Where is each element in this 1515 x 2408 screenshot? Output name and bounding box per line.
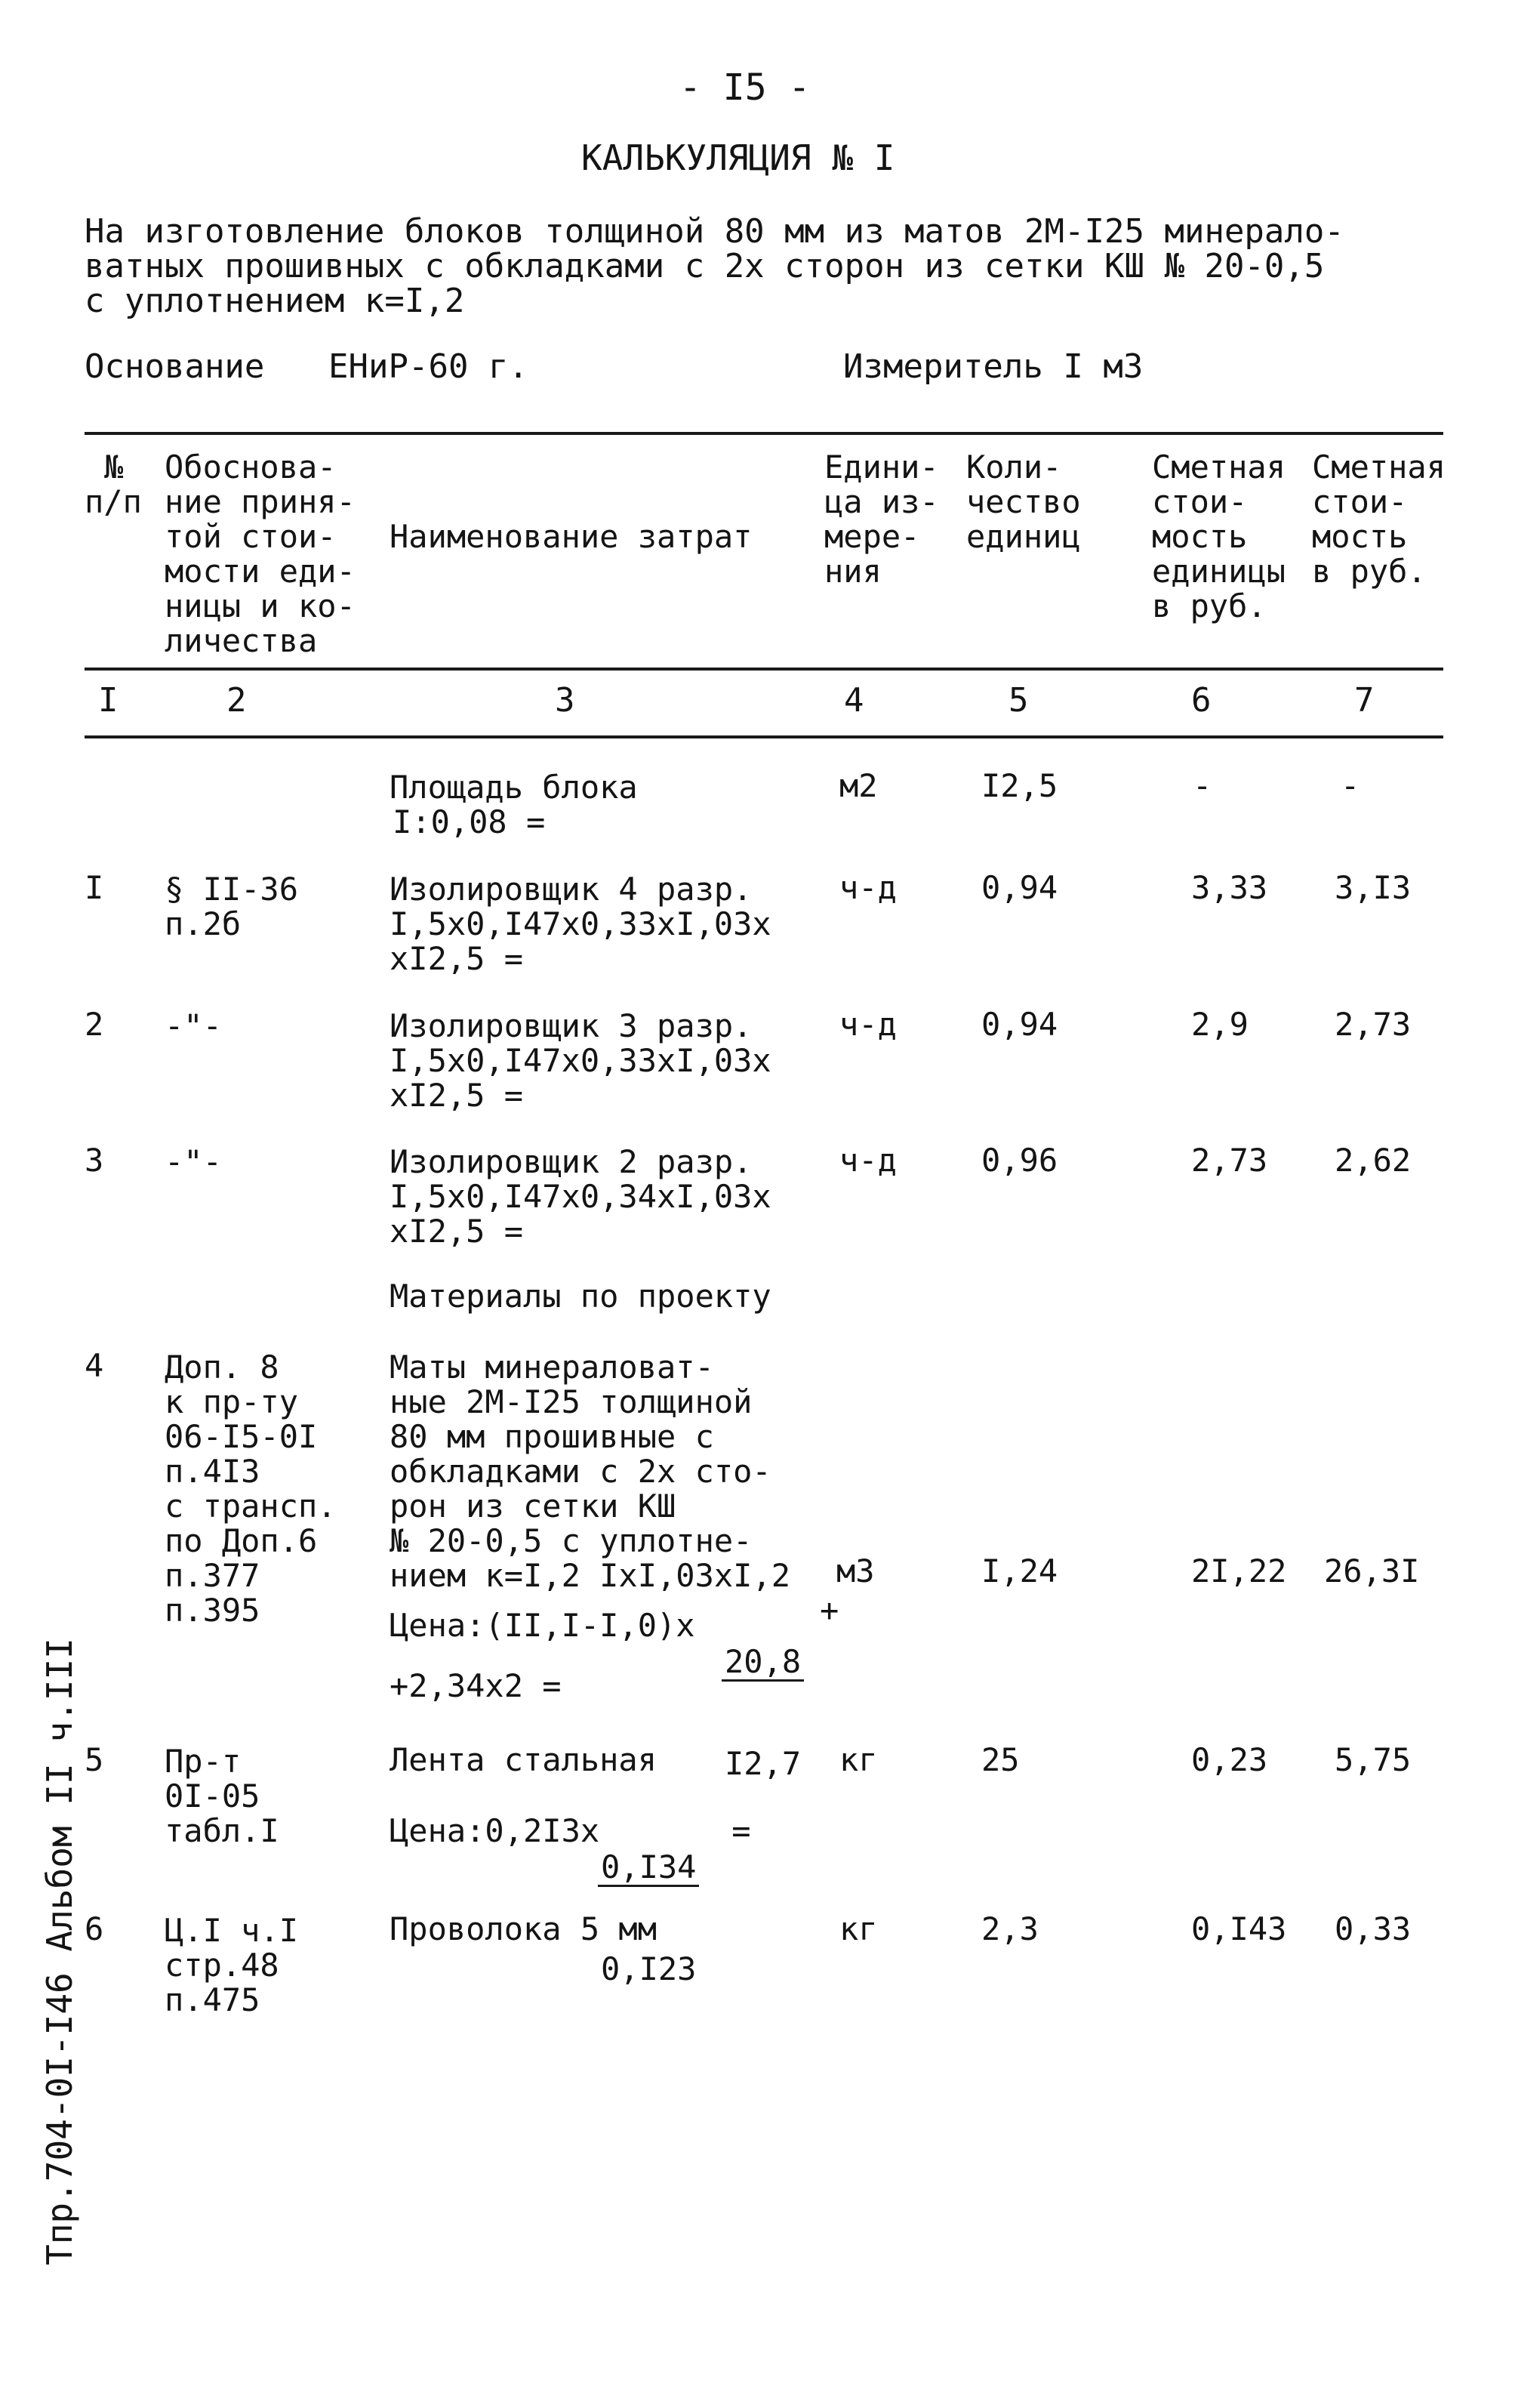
table-cell: Доп. 8 <box>165 1349 279 1386</box>
intro-line: На изготовление блоков толщиной 80 мм из матов 2М-I25 минерало- <box>85 212 1344 251</box>
header-text: ца из- <box>824 483 939 520</box>
table-cell: Изолировщик 3 разр. <box>390 1007 753 1044</box>
header-text: Сметная <box>1152 449 1286 486</box>
header-text: мости еди- <box>165 553 356 590</box>
table-cell-total: 3,I3 <box>1335 869 1412 906</box>
table-cell-cost: - <box>1193 767 1212 804</box>
table-cell: I:0,08 = <box>393 803 546 840</box>
table-cell-total: 26,3I <box>1324 1552 1420 1589</box>
column-number: 2 <box>226 681 247 720</box>
price-formula-prefix: Цена:(II,I-I,0)х <box>390 1607 695 1644</box>
row-4-name <box>390 1350 790 1593</box>
table-cell: п.475 <box>165 1981 260 2018</box>
header-col-4 <box>824 450 939 589</box>
header-col-2 <box>165 450 356 658</box>
header-text: мость <box>1312 518 1408 555</box>
row-6-basis <box>165 1913 298 2018</box>
header-text: в руб. <box>1312 553 1427 590</box>
header-text: Сметная <box>1312 449 1446 486</box>
numbers-bottom-rule <box>85 735 1443 738</box>
header-text: п/п <box>85 483 142 520</box>
table-cell-qty: 25 <box>981 1741 1020 1778</box>
table-cell: Ц.I ч.I <box>165 1912 299 1949</box>
header-col-5 <box>966 450 1081 554</box>
table-cell-unit: м3 <box>836 1552 875 1589</box>
table-top-rule <box>85 432 1443 435</box>
table-cell: по Доп.6 <box>165 1522 318 1559</box>
table-cell: п.395 <box>165 1592 260 1629</box>
table-cell: хI2,5 = <box>390 940 524 977</box>
fraction-numerator: 0,I34 <box>598 1851 699 1887</box>
table-cell: № 20-0,5 с уплотне- <box>390 1522 753 1559</box>
table-cell-total: 2,73 <box>1335 1006 1412 1043</box>
table-cell-unit: кг <box>839 1741 878 1778</box>
header-text: единиц <box>966 518 1081 555</box>
table-cell: § II-36 <box>165 871 299 908</box>
column-number: 7 <box>1354 681 1375 720</box>
header-bottom-rule <box>85 668 1443 671</box>
table-cell: к пр-ту <box>165 1383 299 1420</box>
table-cell-qty: I,24 <box>981 1552 1058 1589</box>
table-cell-num: I <box>85 869 104 906</box>
table-cell: нием к=I,2 IхI,03хI,2 <box>390 1557 791 1594</box>
basis-label: Основание <box>85 347 265 386</box>
table-cell: -"- <box>165 1007 222 1044</box>
page-number: - I5 - <box>679 66 811 109</box>
table-cell: 80 мм прошивные с <box>390 1418 714 1455</box>
table-cell: хI2,5 = <box>390 1213 524 1250</box>
table-cell-num: 5 <box>85 1741 104 1778</box>
row-2-name <box>390 1009 771 1113</box>
table-cell: Площадь блока <box>390 769 638 806</box>
row-5-basis <box>165 1744 279 1848</box>
row-2-basis <box>165 1009 222 1044</box>
section-heading: Материалы по проекту <box>390 1278 771 1315</box>
header-text: Наименование затрат <box>390 518 753 555</box>
table-cell: хI2,5 = <box>390 1077 524 1114</box>
table-cell: Пр-т <box>165 1743 242 1780</box>
table-cell: п.2б <box>165 905 242 942</box>
price-formula-line2: +2,34х2 = <box>390 1667 562 1704</box>
table-cell-total: 2,62 <box>1335 1142 1412 1179</box>
table-cell: Изолировщик 4 разр. <box>390 871 753 908</box>
table-cell: Изолировщик 2 разр. <box>390 1143 753 1180</box>
header-text: единицы <box>1152 553 1286 590</box>
table-cell-qty: 0,96 <box>981 1142 1058 1179</box>
column-number: 4 <box>844 681 864 720</box>
price-formula-prefix: Цена:0,2I3х <box>390 1812 600 1849</box>
table-cell-num: 2 <box>85 1006 104 1043</box>
table-cell-name: Проволока 5 мм <box>390 1910 657 1947</box>
basis-value: ЕНиР-60 г. <box>328 347 528 386</box>
header-text: мере- <box>824 518 920 555</box>
table-cell: I,5х0,I47х0,34хI,03х <box>390 1178 771 1215</box>
header-text: мость <box>1152 518 1248 555</box>
table-cell-cost: 2I,22 <box>1191 1552 1287 1589</box>
header-col-6 <box>1152 450 1286 624</box>
row-3-basis <box>165 1145 222 1179</box>
row-1-basis <box>165 872 298 942</box>
column-number: 6 <box>1191 681 1212 720</box>
table-cell-num: 3 <box>85 1142 104 1179</box>
row-3-name <box>390 1145 771 1249</box>
fraction-numerator: 20,8 <box>722 1646 804 1682</box>
header-text: в руб. <box>1152 587 1267 624</box>
table-cell: Маты минераловат- <box>390 1349 714 1386</box>
table-cell-total: 0,33 <box>1335 1910 1412 1947</box>
table-cell: с трансп. <box>165 1488 337 1525</box>
price-fraction <box>598 1788 699 2017</box>
header-text: чество <box>966 483 1081 520</box>
table-cell: 0I-05 <box>165 1777 260 1814</box>
table-cell: 06-I5-0I <box>165 1418 318 1455</box>
table-cell-qty: I2,5 <box>981 767 1058 804</box>
row-1-name <box>390 872 771 976</box>
table-cell-unit: ч-д <box>839 1142 897 1179</box>
table-cell-unit: ч-д <box>839 1006 897 1043</box>
price-fraction <box>722 1583 804 1811</box>
column-number: 3 <box>555 681 575 720</box>
fraction-denominator: I2,7 <box>725 1745 802 1782</box>
header-text: Коли- <box>966 449 1062 486</box>
table-cell-qty: 0,94 <box>981 869 1058 906</box>
table-cell-unit: м2 <box>839 767 878 804</box>
column-number: 5 <box>1008 681 1029 720</box>
header-text: Обоснова- <box>165 449 337 486</box>
header-text: личества <box>165 622 318 659</box>
header-text: Едини- <box>824 449 939 486</box>
table-cell: п.4I3 <box>165 1453 260 1490</box>
header-text: стои- <box>1312 483 1408 520</box>
table-cell-num: 4 <box>85 1347 104 1384</box>
table-cell-cost: 0,I43 <box>1191 1910 1287 1947</box>
table-cell-unit: кг <box>839 1910 878 1947</box>
intro-line: ватных прошивных с обкладками с 2х сторон из сетки КШ № 20-0,5 <box>85 247 1325 285</box>
row-area-name <box>390 770 638 840</box>
document-title: КАЛЬКУЛЯЦИЯ № I <box>581 137 895 178</box>
header-col-7 <box>1312 450 1446 589</box>
table-cell: -"- <box>165 1143 222 1180</box>
header-col-1 <box>85 450 142 520</box>
table-cell-total: 5,75 <box>1335 1741 1412 1778</box>
table-cell-cost: 0,23 <box>1191 1741 1268 1778</box>
table-cell-cost: 2,73 <box>1191 1142 1268 1179</box>
header-text: ницы и ко- <box>165 587 356 624</box>
margin-document-code: Тпр.704-0I-I46 Альбом II ч.III <box>39 1638 80 2265</box>
table-cell: ные 2М-I25 толщиной <box>390 1383 753 1420</box>
price-formula-suffix: + <box>820 1592 839 1629</box>
table-cell: обкладками с 2х сто- <box>390 1453 771 1490</box>
table-cell-cost: 3,33 <box>1191 869 1268 906</box>
table-cell-name: Лента стальная <box>390 1741 657 1778</box>
intro-line: с уплотнением к=I,2 <box>85 282 465 320</box>
table-cell: п.377 <box>165 1557 260 1594</box>
header-text: ние приня- <box>165 483 356 520</box>
header-text: № <box>104 449 124 486</box>
header-text: стои- <box>1152 483 1248 520</box>
table-cell-total: - <box>1341 767 1360 804</box>
table-cell-num: 6 <box>85 1910 104 1947</box>
table-cell-qty: 2,3 <box>981 1910 1039 1947</box>
table-cell: табл.I <box>165 1812 279 1849</box>
intro-paragraph <box>85 214 1344 319</box>
table-cell: стр.48 <box>165 1947 279 1984</box>
table-cell: I,5х0,I47х0,33хI,03х <box>390 1042 771 1079</box>
header-text: той стои- <box>165 518 337 555</box>
header-col-3 <box>390 520 752 554</box>
table-cell-cost: 2,9 <box>1191 1006 1249 1043</box>
measure-unit: Измеритель I м3 <box>843 347 1144 386</box>
table-cell-qty: 0,94 <box>981 1006 1058 1043</box>
header-text: ния <box>824 553 882 590</box>
price-formula-suffix: = <box>713 1812 751 1849</box>
row-4-basis <box>165 1350 337 1628</box>
table-cell: I,5х0,I47х0,33хI,03х <box>390 905 771 942</box>
table-cell: рон из сетки КШ <box>390 1488 676 1525</box>
column-number: I <box>98 681 119 720</box>
fraction-denominator: 0,I23 <box>601 1950 697 1987</box>
table-cell-unit: ч-д <box>839 869 897 906</box>
